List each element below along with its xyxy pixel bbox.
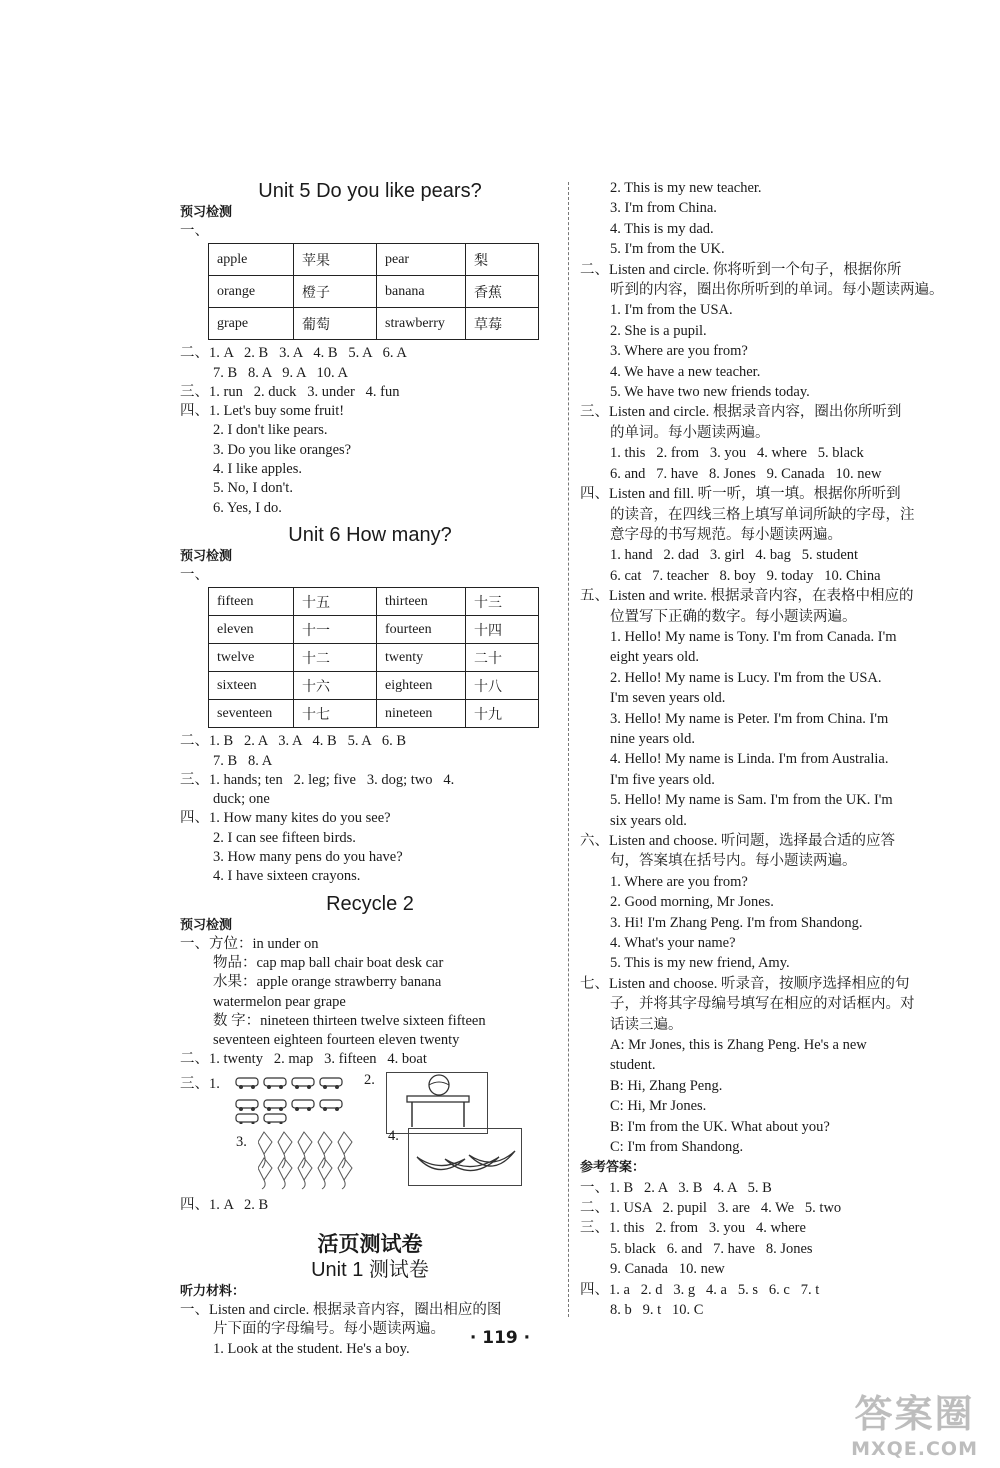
text-line: 四、1. a 2. d 3. g 4. a 5. s 6. c 7. t: [580, 1281, 820, 1298]
watermark-logo: [851, 1383, 978, 1460]
table-row: [209, 276, 539, 308]
text-line: C: Hi, Mr Jones.: [610, 1098, 707, 1115]
table-cell: 苹果: [294, 244, 377, 276]
text-line: 二、Listen and circle. 你将听到一个句子，根据你所: [580, 261, 902, 278]
watermark-line1: 答案圈: [854, 1392, 975, 1436]
text-line: B: I'm from the UK. What about you?: [610, 1118, 830, 1135]
text-line: 六、Listen and choose. 听问题，选择最合适的应答: [580, 833, 895, 849]
text-line: I'm five years old.: [610, 771, 715, 788]
text-line: 2. I don't like pears.: [213, 422, 328, 439]
table-cell: sixteen: [209, 672, 294, 700]
text-line: 2. I can see fifteen birds.: [213, 829, 356, 846]
table-cell: fourteen: [377, 616, 466, 644]
text-line: 三、1. run 2. duck 3. under 4. fun: [180, 383, 400, 400]
text-line: 四、1. How many kites do you see?: [180, 810, 391, 827]
column-divider: [568, 182, 569, 1317]
unit6-preview-label: 预习检测: [180, 548, 233, 564]
text-line: 5. I'm from the UK.: [610, 241, 725, 258]
table-row: [209, 308, 539, 340]
table-cell: 十七: [294, 700, 377, 728]
recycle2-title: Recycle 2: [326, 892, 414, 915]
table-cell: 十三: [466, 588, 539, 616]
text-line: 6. cat 7. teacher 8. boy 9. today 10. China: [610, 567, 881, 584]
text-line: 3. I'm from China.: [610, 200, 717, 217]
table-cell: twenty: [377, 644, 466, 672]
text-line: six years old.: [610, 812, 687, 829]
table-cell: 十四: [466, 616, 539, 644]
text-line: 的读音，在四线三格上填写单词所缺的字母，注: [610, 506, 915, 523]
table-cell: 葡萄: [294, 308, 377, 340]
text-line: C: I'm from Shandong.: [610, 1139, 744, 1156]
text-line: 一、Listen and circle. 根据录音内容，圈出相应的图: [180, 1302, 502, 1319]
pic1-label: 三、1.: [180, 1075, 220, 1092]
text-line: 9. Canada 10. new: [610, 1261, 725, 1278]
text-line: 5. This is my new friend, Amy.: [610, 955, 790, 972]
text-line: 3. Hello! My name is Peter. I'm from China. I'm: [610, 710, 889, 727]
text-line: 4. This is my dad.: [610, 220, 714, 237]
text-line: 3. Hi! I'm Zhang Peng. I'm from Shandong.: [610, 914, 863, 931]
text-line: 三、Listen and circle. 根据录音内容，圈出你所听到: [580, 404, 902, 421]
table-cell: 梨: [466, 244, 539, 276]
text-line: 听到的内容，圈出你所听到的单词。每小题读两遍。: [610, 282, 944, 299]
text-line: 句，答案填在括号内。每小题读两遍。: [610, 853, 857, 870]
table-cell: thirteen: [377, 588, 466, 616]
left-column: [180, 178, 560, 1359]
text-line: 3. Do you like oranges?: [213, 441, 352, 458]
text-line: 一、方位：in under on: [180, 935, 319, 952]
text-line: B: Hi, Zhang Peng.: [610, 1077, 723, 1094]
text-line: 二、1. B 2. A 3. A 4. B 5. A 6. B: [180, 733, 407, 750]
text-line: seventeen eighteen fourteen eleven twenty: [213, 1032, 460, 1049]
watermark-line2: MXQE.COM: [851, 1438, 978, 1460]
text-line: 位置写下正确的数字。每小题读两遍。: [610, 608, 857, 625]
table-cell: orange: [209, 276, 294, 308]
text-line: 1. hand 2. dad 3. girl 4. bag 5. student: [610, 547, 859, 564]
text-line: 1. I'm from the USA.: [610, 302, 733, 319]
text-line: 二、1. A 2. B 3. A 4. B 5. A 6. A: [180, 345, 407, 362]
text-line: 2. This is my new teacher.: [610, 180, 762, 196]
text-line: 水果：apple orange strawberry banana: [213, 974, 442, 991]
table-row: [209, 644, 539, 672]
table-row: [209, 588, 539, 616]
text-line: 四、1. Let's buy some fruit!: [180, 403, 345, 420]
text-line: 子，并将其字母编号填写在相应的对话框内。对: [610, 996, 915, 1013]
text-line: 7. B 8. A: [213, 752, 273, 769]
unit5-answers: [180, 344, 560, 518]
unit5-title: Unit 5 Do you like pears?: [258, 180, 482, 202]
table-cell: strawberry: [377, 308, 466, 340]
unit6-title: Unit 6 How many?: [288, 523, 452, 546]
table-cell: 二十: [466, 644, 539, 672]
text-line: 2. Hello! My name is Lucy. I'm from the USA.: [610, 669, 882, 686]
table-cell: seventeen: [209, 700, 294, 728]
text-line: 二、1. twenty 2. map 3. fifteen 4. boat: [180, 1051, 427, 1068]
text-line: student.: [610, 1057, 656, 1074]
unit6-vocab-table: [208, 587, 539, 728]
table-cell: 十八: [466, 672, 539, 700]
text-line: 5. Hello! My name is Sam. I'm from the UK. I'm: [610, 792, 893, 809]
text-line: 5. black 6. and 7. have 8. Jones: [610, 1240, 813, 1257]
text-line: 2. She is a pupil.: [610, 322, 707, 339]
table-cell: twelve: [209, 644, 294, 672]
text-line: 数 字：nineteen thirteen twelve sixteen fifteen: [213, 1012, 486, 1029]
table-row: [209, 672, 539, 700]
table-cell: 草莓: [466, 308, 539, 340]
text-line: 4. I have sixteen crayons.: [213, 868, 361, 885]
text-line: duck; one: [213, 791, 270, 808]
kites-picture: [258, 1128, 376, 1190]
text-line: 1. Look at the student. He's a boy.: [213, 1340, 410, 1357]
text-line: 七、Listen and choose. 听录音，按顺序选择相应的句: [580, 975, 910, 992]
text-line: 4. Hello! My name is Linda. I'm from Australia.: [610, 751, 889, 768]
text-line: 2. Good morning, Mr Jones.: [610, 894, 774, 911]
table-cell: grape: [209, 308, 294, 340]
text-line: 二、1. USA 2. pupil 3. are 4. We 5. two: [580, 1199, 842, 1216]
recycle2-answers: [180, 935, 560, 1070]
unit5-preview-label: 预习检测: [180, 205, 233, 220]
text-line: 1. this 2. from 3. you 4. where 5. black: [610, 445, 864, 462]
table-cell: apple: [209, 244, 294, 276]
table-row: [209, 244, 539, 276]
text-line: 8. b 9. t 10. C: [610, 1301, 704, 1318]
recycle2-section4: 四、1. A 2. B: [180, 1196, 269, 1213]
text-line: watermelon pear grape: [213, 993, 346, 1010]
unit6-answers: [180, 732, 560, 886]
table-cell: 十一: [294, 616, 377, 644]
test-paper-title: 活页测试卷: [317, 1232, 423, 1257]
text-line: 五、Listen and write. 根据录音内容，在表格中相应的: [580, 588, 914, 605]
table-cell: 香蕉: [466, 276, 539, 308]
table-cell: 橙子: [294, 276, 377, 308]
answer-key-label: 参考答案：: [580, 1159, 646, 1175]
text-line: 5. We have two new friends today.: [610, 384, 810, 401]
text-line: 意字母的书写规范。每小题读两遍。: [610, 526, 842, 543]
text-line: 6. Yes, I do.: [213, 499, 282, 516]
text-line: 物品：cap map ball chair boat desk car: [213, 954, 444, 971]
table-cell: 十六: [294, 672, 377, 700]
pic2-label: 2.: [364, 1071, 375, 1088]
table-row: [209, 700, 539, 728]
text-line: 7. B 8. A 9. A 10. A: [213, 364, 348, 381]
pic3-label: 3.: [236, 1133, 247, 1150]
recycle2-pictures: [180, 1072, 560, 1160]
unit1-test-subtitle: Unit 1 测试卷: [311, 1259, 429, 1282]
text-line: 三、1. this 2. from 3. you 4. where: [580, 1220, 806, 1237]
table-cell: banana: [377, 276, 466, 308]
text-line: 三、1. hands; ten 2. leg; five 3. dog; two 4.: [180, 771, 455, 788]
answer-key: [580, 1178, 960, 1321]
text-line: nine years old.: [610, 730, 695, 747]
text-line: 片下面的字母编号。每小题读两遍。: [213, 1321, 445, 1338]
table-row: [209, 616, 539, 644]
unit5-vocab-table: [208, 243, 539, 340]
table-cell: nineteen: [377, 700, 466, 728]
text-line: 1. Where are you from?: [610, 873, 748, 890]
pic4-label: 4.: [388, 1127, 399, 1144]
right-listening-text: [580, 178, 960, 1158]
unit6-section1: 一、: [180, 566, 209, 583]
text-line: 5. No, I don't.: [213, 480, 293, 497]
text-line: 1. Hello! My name is Tony. I'm from Canada. I'm: [610, 628, 897, 645]
listening-material-label: 听力材料：: [180, 1284, 246, 1300]
text-line: 四、Listen and fill. 听一听，填一填。根据你所听到: [580, 486, 901, 503]
table-cell: 十五: [294, 588, 377, 616]
cars-picture: [234, 1074, 352, 1124]
table-cell: 十二: [294, 644, 377, 672]
ball-on-desk-picture: [386, 1072, 488, 1134]
table-cell: 十九: [466, 700, 539, 728]
table-cell: fifteen: [209, 588, 294, 616]
bananas-picture: [408, 1128, 522, 1186]
right-column: [580, 178, 960, 1320]
text-line: 话读三遍。: [610, 1016, 683, 1033]
text-line: 一、1. B 2. A 3. B 4. A 5. B: [580, 1179, 772, 1196]
text-line: 3. Where are you from?: [610, 343, 748, 360]
text-line: 4. I like apples.: [213, 461, 302, 478]
table-cell: pear: [377, 244, 466, 276]
text-line: eight years old.: [610, 649, 699, 666]
unit5-section1: 一、: [180, 223, 209, 239]
table-cell: eighteen: [377, 672, 466, 700]
text-line: 4. What's your name?: [610, 935, 736, 952]
recycle2-preview-label: 预习检测: [180, 917, 233, 933]
text-line: I'm seven years old.: [610, 690, 726, 707]
text-line: 4. We have a new teacher.: [610, 363, 761, 380]
text-line: A: Mr Jones, this is Zhang Peng. He's a new: [610, 1037, 867, 1054]
table-cell: eleven: [209, 616, 294, 644]
text-line: 3. How many pens do you have?: [213, 849, 403, 866]
page-number: · 119 ·: [469, 1328, 531, 1348]
text-line: 的单词。每小题读两遍。: [610, 424, 770, 441]
text-line: 6. and 7. have 8. Jones 9. Canada 10. new: [610, 465, 882, 482]
